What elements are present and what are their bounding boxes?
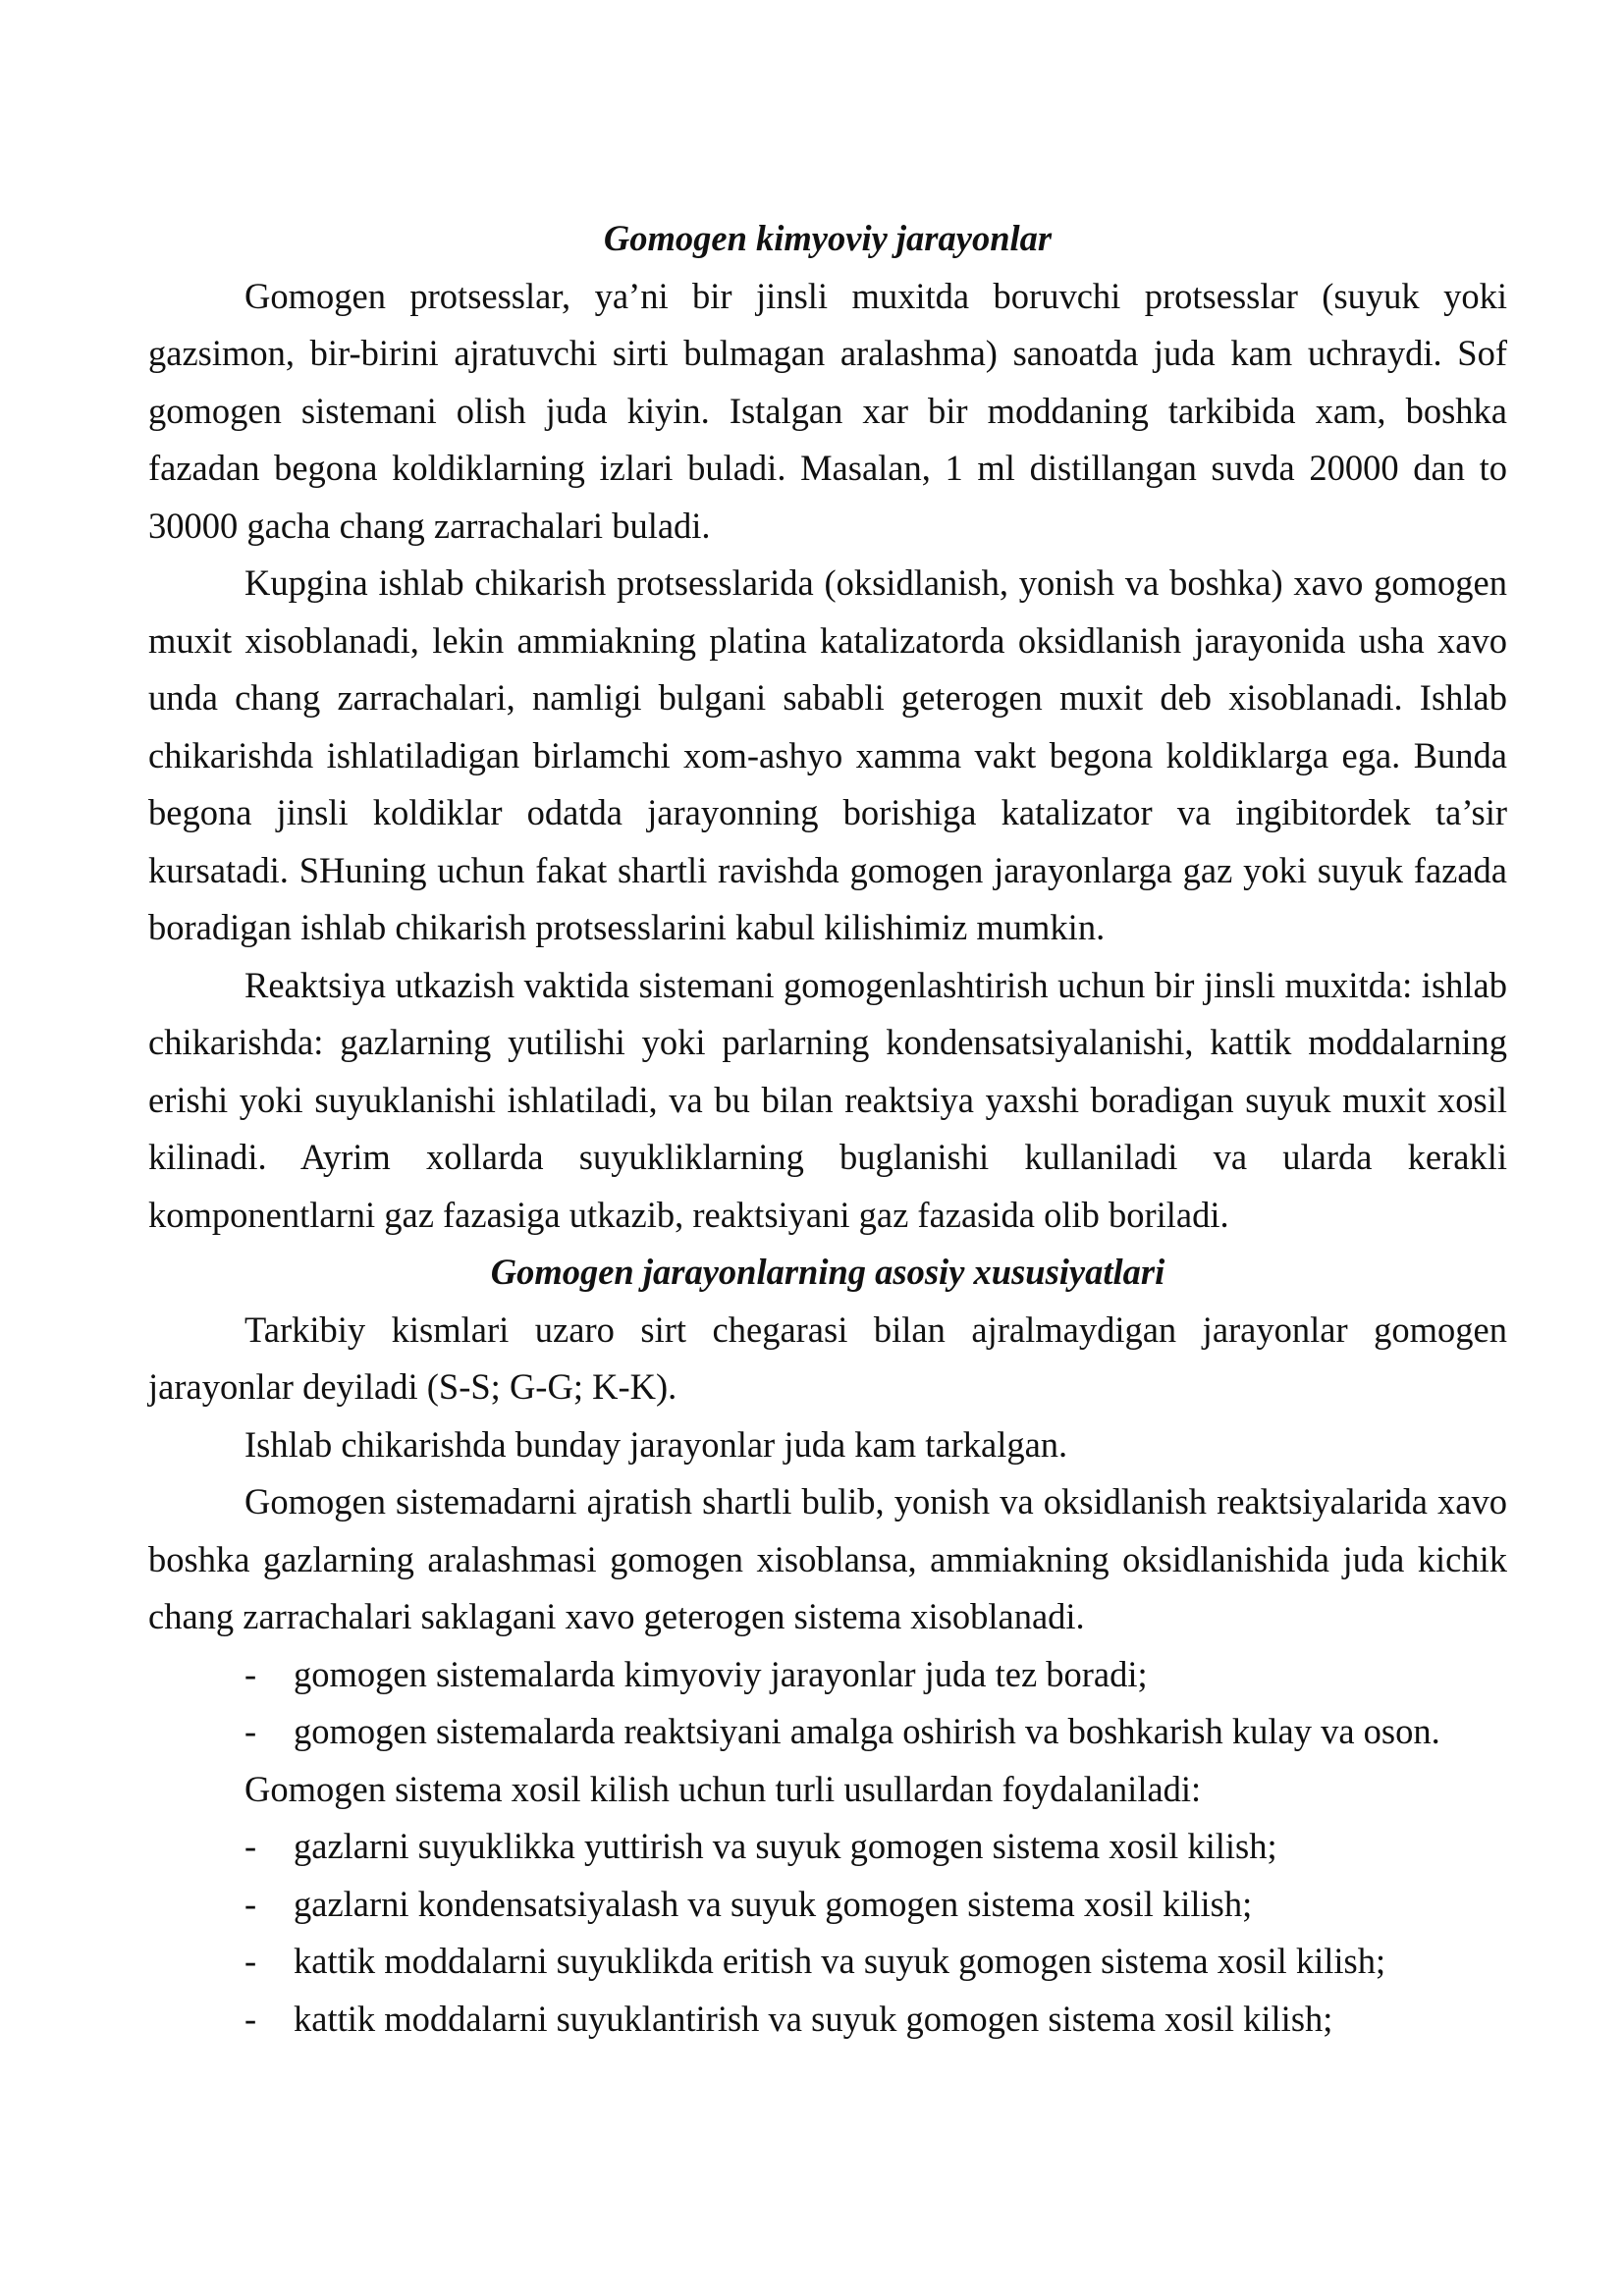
bullet-dash: - xyxy=(244,1998,257,2039)
list-item-text: gomogen sistemalarda kimyoviy jarayonlar juda tez boradi; xyxy=(294,1653,1148,1694)
bullet-dash: - xyxy=(244,1941,257,1981)
list-item-text: gazlarni kondensatsiyalash va suyuk gomogen sistema xosil kilish; xyxy=(294,1883,1253,1924)
method-list xyxy=(148,1818,1507,2048)
bullet-dash: - xyxy=(244,1711,257,1751)
list-item xyxy=(148,1818,1507,1876)
paragraph: Reaktsiya utkazish vaktida sistemani gomogenlashtirish uchun bir jinsli muxitda: ishlab chikarishda: gazlarning yutilishi yoki parlarning kondensatsiyalanishi, kattik moddalarning erishi yoki suyuklanishi ishlatiladi, va bu bilan reaktsiya yaxshi boradigan suyuk muxit xosil kilinadi. Ayrim xollarda suyukliklarning buglanishi kullaniladi va ularda kerakli komponentlarni gaz fazasiga utkazib, reaktsiyani gaz fazasida olib boriladi. xyxy=(148,964,1507,1235)
paragraph: Gomogen sistema xosil kilish uchun turli usullardan foydalaniladi: xyxy=(244,1768,1202,1809)
property-list xyxy=(148,1646,1507,1761)
paragraph: Kupgina ishlab chikarish protsesslarida (oksidlanish, yonish va boshka) xavo gomogen muxit xisoblanadi, lekin ammiakning platina katalizatorda oksidlanish jarayonida usha xavo unda chang zarrachalari, namligi bulgani sababli geterogen muxit deb xisoblanadi. Ishlab chikarishda ishlatiladigan birlamchi xom-ashyo xamma vakt begona koldiklarga ega. Bunda begona jinsli koldiklar odatda jarayonning borishiga katalizator va ingibitordek ta’sir kursatadi. SHuning uchun fakat shartli ravishda gomogen jarayonlarga gaz yoki suyuk fazada boradigan ishlab chikarish protsesslarini kabul kilishimiz mumkin. xyxy=(148,562,1507,947)
paragraph: Ishlab chikarishda bunday jarayonlar juda kam tarkalgan. xyxy=(244,1423,1068,1465)
list-item xyxy=(148,1703,1507,1761)
document-page xyxy=(148,210,1507,2048)
list-item-text: kattik moddalarni suyuklantirish va suyuk gomogen sistema xosil kilish; xyxy=(294,1998,1333,2039)
list-item-text: gomogen sistemalarda reaktsiyani amalga oshirish va boshkarish kulay va oson. xyxy=(294,1711,1440,1751)
paragraph: Gomogen protsesslar, ya’ni bir jinsli muxitda boruvchi protsesslar (suyuk yoki gazsimon, bir-birini ajratuvchi sirti bulmagan aralashma) sanoatda juda kam uchraydi. Sof gomogen sistemani olish juda kiyin. Istalgan xar bir moddaning tarkibida xam, boshka fazadan begona koldiklarning izlari buladi. Masalan, 1 ml distillangan suvda 20000 dan to 30000 gacha chang zarrachalari buladi. xyxy=(148,275,1507,546)
list-item xyxy=(148,1991,1507,2049)
bullet-dash: - xyxy=(244,1653,257,1694)
paragraph: Gomogen sistemadarni ajratish shartli bulib, yonish va oksidlanish reaktsiyalarida xavo boshka gazlarning aralashmasi gomogen xisoblansa, ammiakning oksidlanishida juda kichik chang zarrachalari saklagani xavo geterogen sistema xisoblanadi. xyxy=(148,1481,1507,1636)
list-item xyxy=(148,1646,1507,1704)
list-item xyxy=(148,1876,1507,1934)
bullet-dash: - xyxy=(244,1826,257,1866)
section-heading: Gomogen jarayonlarning asosiy xususiyatlari xyxy=(490,1252,1165,1292)
paragraph: Tarkibiy kismlari uzaro sirt chegarasi bilan ajralmaydigan jarayonlar gomogen jarayonlar deyiladi (S-S; G-G; K-K). xyxy=(148,1308,1507,1407)
bullet-dash: - xyxy=(244,1883,257,1924)
list-item-text: kattik moddalarni suyuklikda eritish va suyuk gomogen sistema xosil kilish; xyxy=(294,1941,1386,1981)
section-heading: Gomogen kimyoviy jarayonlar xyxy=(603,218,1053,258)
list-item xyxy=(148,1933,1507,1991)
list-item-text: gazlarni suyuklikka yuttirish va suyuk gomogen sistema xosil kilish; xyxy=(294,1826,1277,1866)
